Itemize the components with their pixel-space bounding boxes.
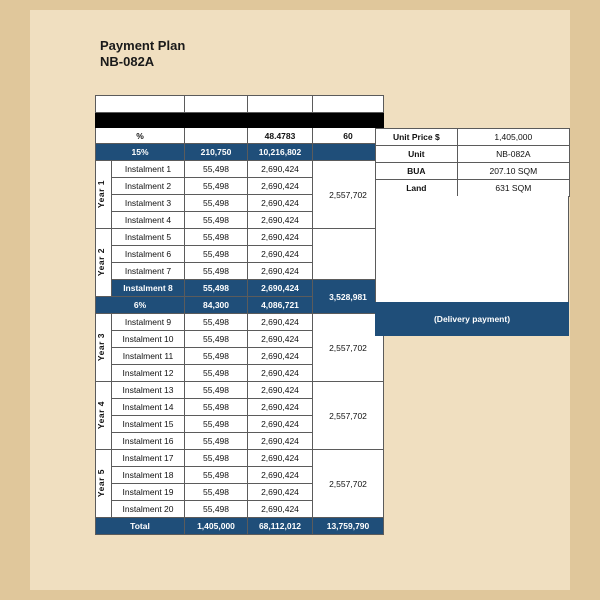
instalment-treasury: 2,690,424: [248, 365, 313, 382]
instalment-label: Instalment 16: [112, 433, 185, 450]
table-row-instalment-8: [96, 280, 384, 297]
instalment-treasury: 2,690,424: [248, 433, 313, 450]
instalment-price: 55,498: [185, 195, 248, 212]
info-label-unit-price: Unit Price $: [376, 129, 458, 146]
instalment-treasury: 2,690,424: [248, 161, 313, 178]
info-value-unit-price: 1,405,000: [457, 129, 569, 146]
instalment-price: 55,498: [185, 178, 248, 195]
instalment-price: 55,498: [185, 399, 248, 416]
instalment-treasury: 2,690,424: [248, 229, 313, 246]
info-value-bua: 207.10 SQM: [457, 163, 569, 180]
total-row: [96, 518, 384, 535]
black-cell-3: [248, 113, 313, 128]
info-value-land: 631 SQM: [457, 180, 569, 197]
down-payment-treasury: 10,216,802: [248, 144, 313, 161]
table-row: [96, 450, 384, 467]
handover-cap-cheque: 3,528,981: [313, 280, 384, 314]
instalment-price: 55,498: [185, 348, 248, 365]
handover-pct: 6%: [96, 297, 185, 314]
cap-cheque-value: 2,557,702: [313, 382, 384, 450]
table-header-row: [96, 96, 384, 113]
table-row: [96, 229, 384, 246]
instalment-treasury: 2,690,424: [248, 416, 313, 433]
rate-treasury: 48.4783: [248, 128, 313, 144]
instalment-label: Instalment 11: [112, 348, 185, 365]
instalment-label: Instalment 18: [112, 467, 185, 484]
down-payment-pct: 15%: [96, 144, 185, 161]
instalment-treasury: 2,690,424: [248, 399, 313, 416]
info-row: [376, 146, 570, 163]
header-treasury: $ Treasury rate: [248, 96, 313, 113]
instalment-label: Instalment 4: [112, 212, 185, 229]
instalment-price: 55,498: [185, 416, 248, 433]
delivery-payment-note: (Delivery payment): [375, 302, 569, 336]
total-treasury: 68,112,012: [248, 518, 313, 535]
instalment-treasury: 2,690,424: [248, 280, 313, 297]
cap-cheque-value: 2,557,702: [313, 450, 384, 518]
instalment-price: 55,498: [185, 484, 248, 501]
total-price: 1,405,000: [185, 518, 248, 535]
instalment-price: 55,498: [185, 331, 248, 348]
down-payment-row: [96, 144, 384, 161]
instalment-label: Instalment 5: [112, 229, 185, 246]
instalment-label: Instalment 1: [112, 161, 185, 178]
black-cell-2: [185, 113, 248, 128]
instalment-price: 55,498: [185, 280, 248, 297]
rate-price: [185, 128, 248, 144]
instalment-price: 55,498: [185, 314, 248, 331]
page-title: [100, 38, 185, 70]
cap-cheque-value: 2,557,702: [313, 161, 384, 229]
year-label-1: Year 1: [96, 161, 112, 229]
header-cap-cheques: $ Cap Cheques: [313, 96, 384, 113]
instalment-price: 55,498: [185, 229, 248, 246]
instalment-treasury: 2,690,424: [248, 348, 313, 365]
instalment-price: 55,498: [185, 212, 248, 229]
year-label-2: Year 2: [96, 229, 112, 297]
instalment-label: Instalment 14: [112, 399, 185, 416]
instalment-price: 55,498: [185, 263, 248, 280]
instalment-treasury: 2,690,424: [248, 450, 313, 467]
table-row: [96, 314, 384, 331]
cap-cheque-blank: [313, 229, 384, 280]
info-row: [376, 180, 570, 197]
instalment-price: 55,498: [185, 433, 248, 450]
instalment-treasury: 2,690,424: [248, 331, 313, 348]
instalment-treasury: 2,690,424: [248, 484, 313, 501]
instalment-treasury: 2,690,424: [248, 212, 313, 229]
down-payment-price: 210,750: [185, 144, 248, 161]
info-blank-area: [375, 196, 569, 303]
handover-price: 84,300: [185, 297, 248, 314]
instalment-treasury: 2,690,424: [248, 467, 313, 484]
cap-cheque-value: 2,557,702: [313, 314, 384, 382]
table-row: [96, 161, 384, 178]
instalment-price: 55,498: [185, 450, 248, 467]
title-line-2: NB-082A: [100, 54, 155, 69]
instalment-price: 55,498: [185, 246, 248, 263]
instalment-treasury: 2,690,424: [248, 501, 313, 518]
table-row: [96, 382, 384, 399]
document-page: [30, 10, 570, 590]
instalment-label: Instalment 3: [112, 195, 185, 212]
payment-plan-table: [95, 95, 384, 535]
down-payment-cap: [313, 144, 384, 161]
year-label-5: Year 5: [96, 450, 112, 518]
info-row: [376, 129, 570, 146]
instalment-treasury: 2,690,424: [248, 178, 313, 195]
year-label-4: Year 4: [96, 382, 112, 450]
instalment-price: 55,498: [185, 501, 248, 518]
table-black-divider-row: [96, 113, 384, 128]
instalment-treasury: 2,690,424: [248, 382, 313, 399]
info-label-land: Land: [376, 180, 458, 197]
info-label-bua: BUA: [376, 163, 458, 180]
instalment-label: Instalment 6: [112, 246, 185, 263]
info-label-unit: Unit: [376, 146, 458, 163]
black-cell-1: [96, 113, 185, 128]
instalment-label: Instalment 12: [112, 365, 185, 382]
rate-cap: 60: [313, 128, 384, 144]
instalment-label: Instalment 19: [112, 484, 185, 501]
info-value-unit: NB-082A: [457, 146, 569, 163]
info-row: [376, 163, 570, 180]
rate-row: [96, 128, 384, 144]
instalment-treasury: 2,690,424: [248, 314, 313, 331]
instalment-label: Instalment 13: [112, 382, 185, 399]
unit-info-table: [375, 128, 570, 197]
header-corner: [96, 96, 185, 113]
instalment-label: Instalment 15: [112, 416, 185, 433]
instalment-label: Instalment 7: [112, 263, 185, 280]
instalment-price: 55,498: [185, 467, 248, 484]
instalment-price: 55,498: [185, 365, 248, 382]
instalment-label: Instalment 9: [112, 314, 185, 331]
instalment-label: Instalment 8: [112, 280, 185, 297]
instalment-label: Instalment 10: [112, 331, 185, 348]
instalment-label: Instalment 17: [112, 450, 185, 467]
year-label-3: Year 3: [96, 314, 112, 382]
instalment-price: 55,498: [185, 161, 248, 178]
rate-label: %: [96, 128, 185, 144]
header-price: Price IN US$: [185, 96, 248, 113]
instalment-price: 55,498: [185, 382, 248, 399]
title-line-1: Payment Plan: [100, 38, 186, 53]
total-cap: 13,759,790: [313, 518, 384, 535]
instalment-treasury: 2,690,424: [248, 195, 313, 212]
instalment-label: Instalment 2: [112, 178, 185, 195]
black-cell-4: [313, 113, 384, 128]
handover-treasury: 4,086,721: [248, 297, 313, 314]
instalment-treasury: 2,690,424: [248, 246, 313, 263]
total-label: Total: [96, 518, 185, 535]
instalment-label: Instalment 20: [112, 501, 185, 518]
instalment-treasury: 2,690,424: [248, 263, 313, 280]
